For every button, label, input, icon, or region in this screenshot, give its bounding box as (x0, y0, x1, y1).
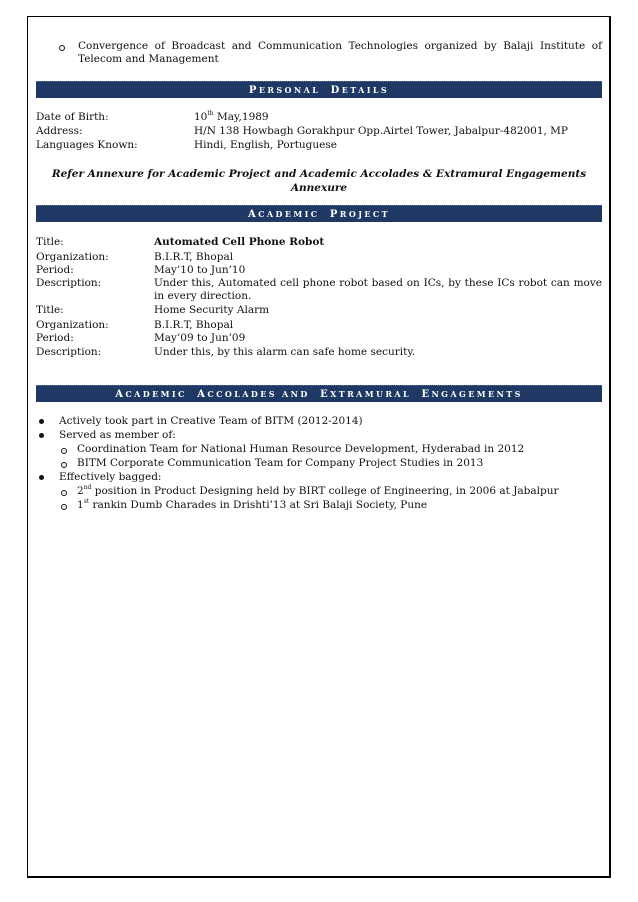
project-2-period: May’09 to Jun’09 (154, 332, 246, 344)
dob-suffix: th (207, 110, 214, 117)
accolade-3-sub-2-suffix: st (83, 498, 90, 505)
accolade-3-sub-2-num: 1 (77, 499, 84, 511)
desc-label: Description: (36, 277, 102, 289)
desc-label: Description: (36, 346, 102, 358)
accolade-3-sub-2-text: rankin Dumb Charades in Drishti’13 at Sri Balaji Society, Pune (92, 499, 428, 511)
hollow-bullet-icon (61, 504, 67, 510)
refer-line-2: Annexure (290, 182, 348, 194)
hollow-bullet-icon (61, 462, 67, 468)
accolade-1: Actively took part in Creative Team of BITM (2012-2014) (59, 415, 363, 427)
dob-row (36, 111, 269, 124)
address-label: Address: (36, 125, 83, 137)
accolades-heading: ACADEMIC ACCOLADES AND EXTRAMURAL ENGAGEMENTS (36, 385, 602, 402)
list-item (59, 443, 524, 456)
intro-bullet (36, 40, 602, 66)
accolade-2-sub-2: BITM Corporate Communication Team for Company Project Studies in 2013 (77, 457, 484, 469)
hollow-bullet-icon (61, 490, 67, 496)
accolade-3: Effectively bagged: (59, 471, 162, 483)
project-1-org: B.I.R.T, Bhopal (154, 251, 234, 263)
list-item (59, 457, 483, 470)
accolade-3-sub-1-suffix: nd (83, 484, 92, 491)
period-label: Period: (36, 264, 74, 276)
languages-label: Languages Known: (36, 139, 138, 151)
address-value: H/N 138 Howbagh Gorakhpur Opp.Airtel Tower, Jabalpur-482001, MP (194, 125, 568, 137)
title-label: Title: (36, 304, 64, 316)
project-2-desc: Under this, by this alarm can safe home security. (154, 346, 416, 358)
list-item (36, 471, 161, 484)
dob-rest: May,1989 (217, 111, 269, 123)
accolade-2-sub-1: Coordination Team for National Human Resource Development, Hyderabad in 2012 (77, 443, 525, 455)
bullet-icon (39, 419, 44, 424)
bullet-icon (39, 433, 44, 438)
list-item (36, 415, 363, 428)
list-item (59, 499, 427, 512)
languages-row (36, 139, 337, 152)
accolade-3-sub-1-num: 2 (77, 485, 84, 497)
accolade-3-sub-1-text: position in Product Designing held by BIRT college of Engineering, in 2006 at Jabalpur (94, 485, 559, 497)
project-2-org: B.I.R.T, Bhopal (154, 319, 234, 331)
period-label: Period: (36, 332, 74, 344)
org-label: Organization: (36, 251, 109, 263)
bullet-icon (39, 475, 44, 480)
dob-day: 10 (194, 111, 208, 123)
personal-details-heading: PERSONAL DETAILS (36, 81, 602, 98)
title-label: Title: (36, 236, 64, 248)
dob-label: Date of Birth: (36, 111, 109, 123)
accolade-2: Served as member of: (59, 429, 176, 441)
refer-line-1: Refer Annexure for Academic Project and Academic Accolades & Extramural Engagements (51, 168, 587, 180)
languages-value: Hindi, English, Portuguese (194, 139, 337, 151)
refer-annexure-note (36, 167, 602, 195)
project-1-period: May’10 to Jun’10 (154, 264, 246, 276)
hollow-bullet-icon (59, 45, 65, 51)
project-1-title: Automated Cell Phone Robot (154, 236, 325, 248)
list-item (36, 429, 176, 442)
intro-text: Convergence of Broadcast and Communication Technologies organized by Balaji Institute of Telecom and Management (78, 40, 602, 65)
academic-project-heading: ACADEMIC PROJECT (36, 205, 602, 222)
hollow-bullet-icon (61, 448, 67, 454)
project-1-desc: Under this, Automated cell phone robot based on ICs, by these ICs robot can move in every direction. (154, 277, 602, 302)
list-item (59, 485, 559, 498)
address-row (36, 125, 568, 138)
org-label: Organization: (36, 319, 109, 331)
project-2-title: Home Security Alarm (154, 304, 270, 316)
